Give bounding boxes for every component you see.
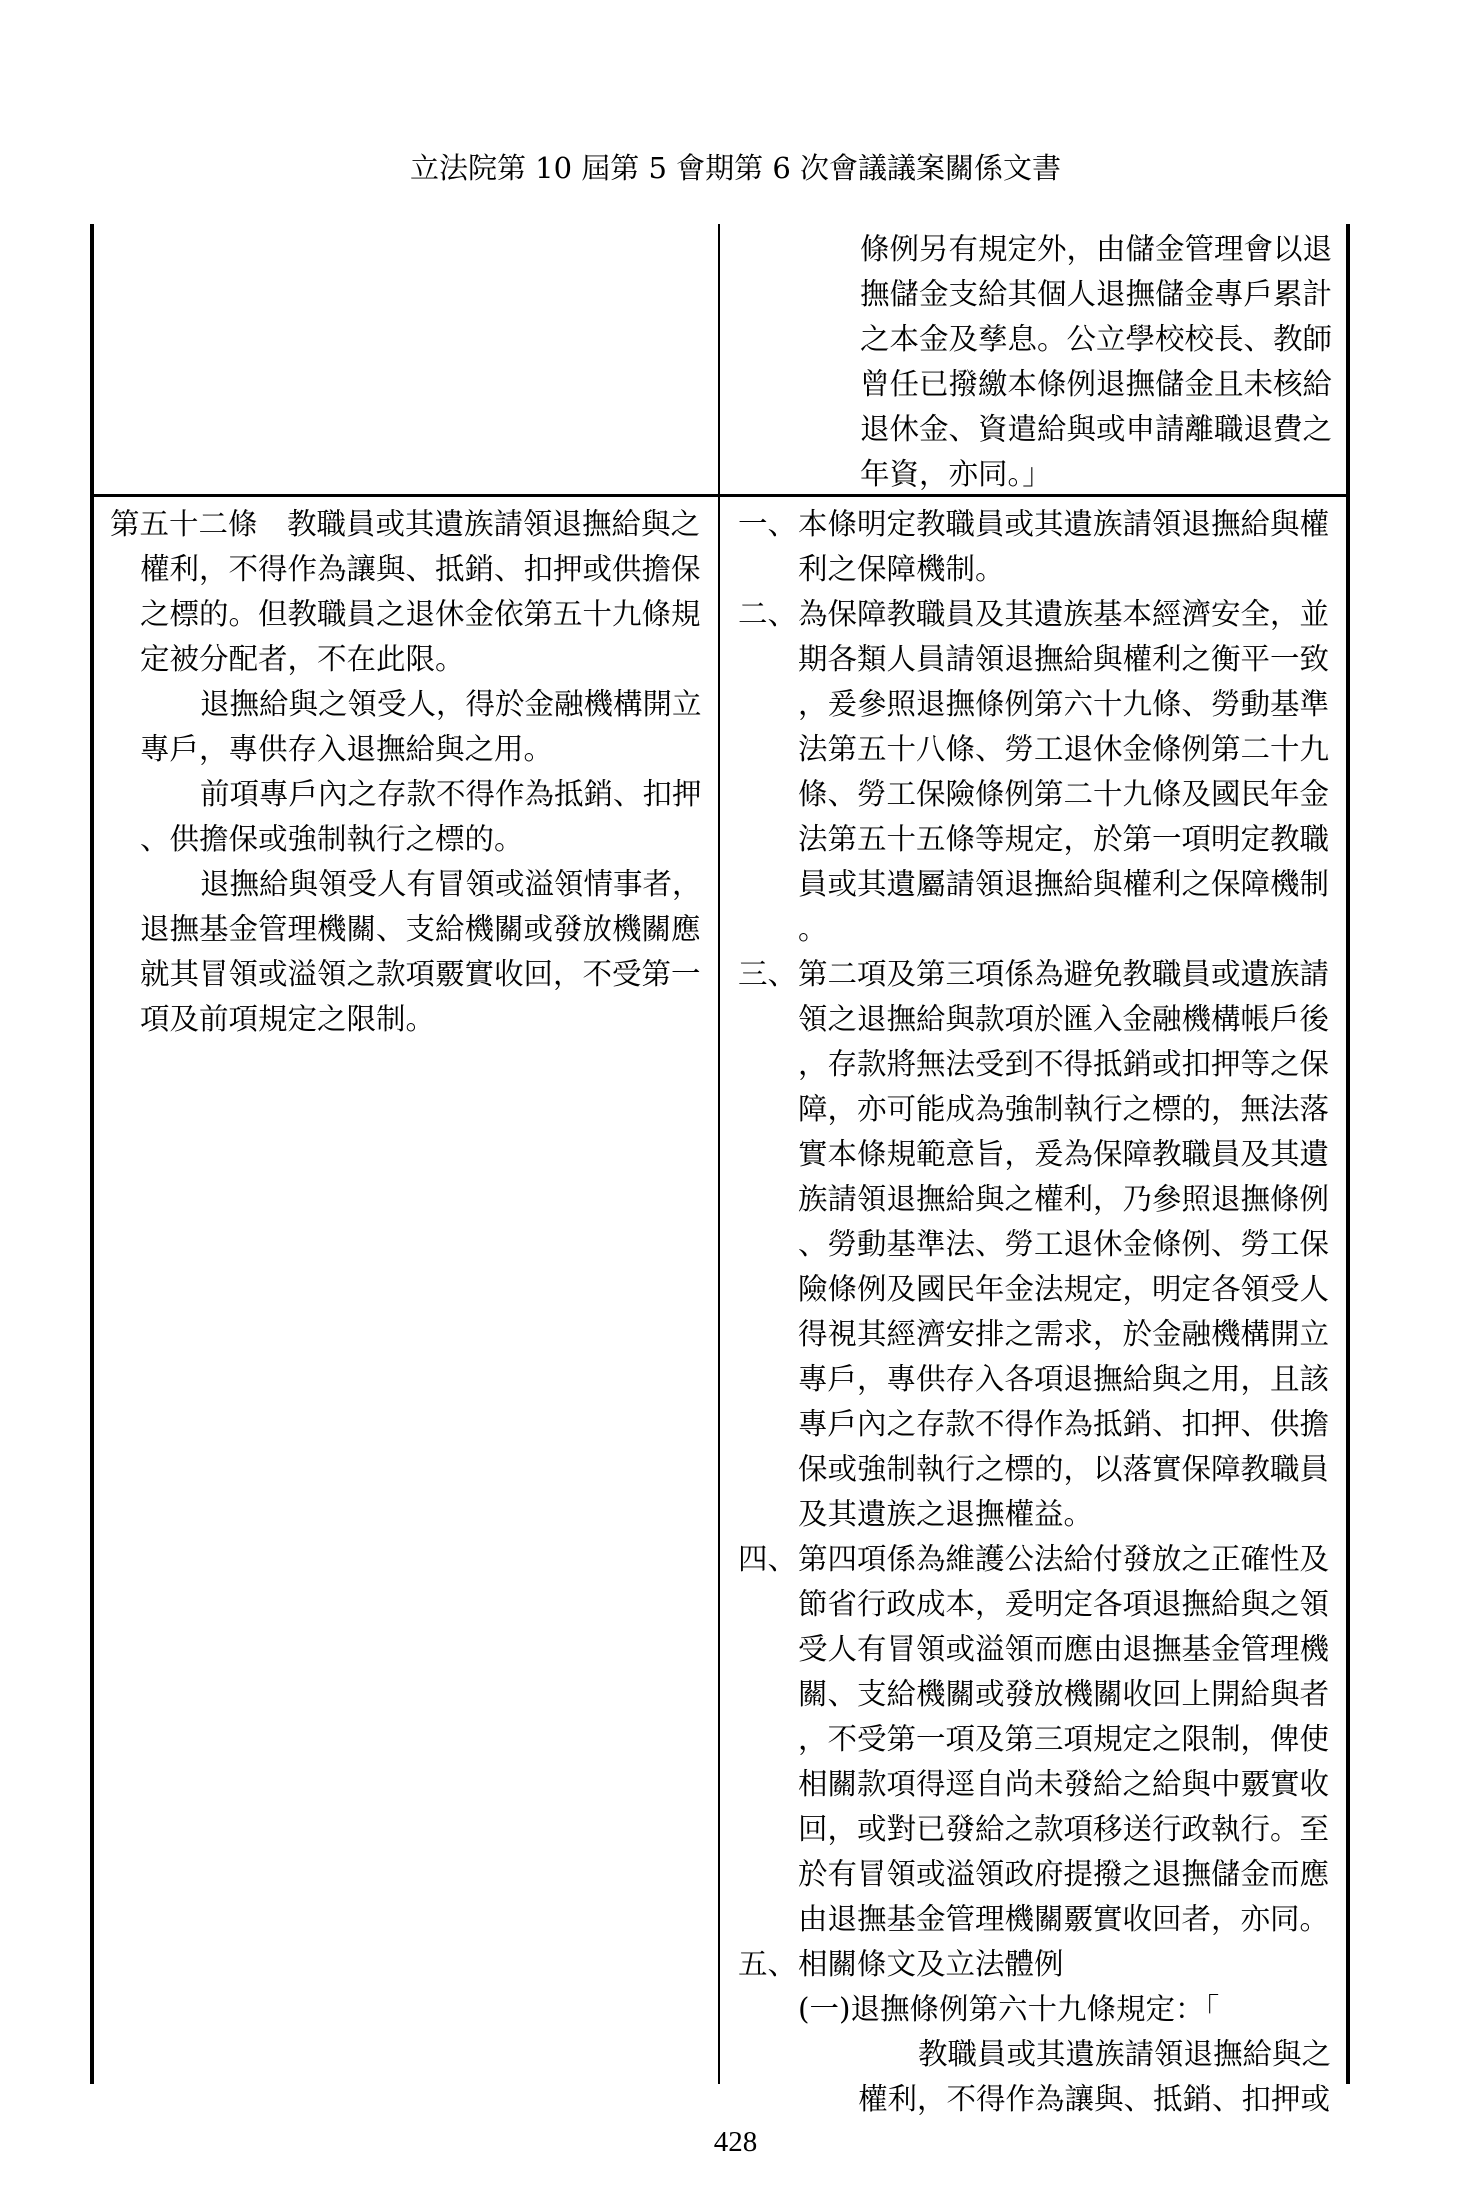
explanation-line: 第二項及第三項係為避免教職員或遺族請 <box>798 957 1330 991</box>
article-line: 前項專戶內之存款不得作為抵銷、扣押 <box>200 777 702 811</box>
explanation-line: 。 <box>798 912 828 946</box>
explanation-line: 、勞動基準法、勞工退休金條例、勞工保 <box>798 1227 1330 1261</box>
explanation-line: 條、勞工保險條例第二十九條及國民年金 <box>798 777 1330 811</box>
explanation-item <box>738 592 1338 952</box>
article-line: 就其冒領或溢領之款項覈實收回，不受第一 <box>140 957 701 991</box>
table-left-border <box>90 224 94 2084</box>
article-line: 定被分配者，不在此限。 <box>140 642 465 676</box>
explanation-line: 及其遺族之退撫權益。 <box>798 1497 1094 1531</box>
explanation-item <box>738 502 1338 592</box>
continuation-line: 條例另有規定外，由儲金管理會以退 <box>860 232 1333 266</box>
explanation-line: 保或強制執行之標的，以落實保障教職員 <box>798 1452 1330 1486</box>
explanation-line: 得視其經濟安排之需求，於金融機構開立 <box>798 1317 1330 1351</box>
explanation-line: 受人有冒領或溢領而應由退撫基金管理機 <box>798 1632 1330 1666</box>
explanation-line: 節省行政成本，爰明定各項退撫給與之領 <box>798 1587 1330 1621</box>
continuation-line: 之本金及孳息。公立學校校長、教師 <box>860 322 1333 356</box>
continuation-line: 年資，亦同。」 <box>860 457 1052 491</box>
explanation-line: 族請領退撫給與之權利，乃參照退撫條例 <box>798 1182 1330 1216</box>
explanation-line: 關、支給機關或發放機關收回上開給與者 <box>798 1677 1330 1711</box>
explanation-line: ，不受第一項及第三項規定之限制，俾使 <box>798 1722 1330 1756</box>
continuation-line: 撫儲金支給其個人退撫儲金專戶累計 <box>860 277 1333 311</box>
explanation-line: 實本條規範意旨，爰為保障教職員及其遺 <box>798 1137 1330 1171</box>
item-marker: 五、 <box>738 1947 798 1981</box>
explanation-line: 於有冒領或溢領政府提撥之退撫儲金而應 <box>798 1857 1330 1891</box>
explanation-line: 為保障教職員及其遺族基本經濟安全，並 <box>798 597 1330 631</box>
explanation-line: 回，或對已發給之款項移送行政執行。至 <box>798 1812 1330 1846</box>
article-cell <box>110 502 710 1042</box>
item-marker: 三、 <box>738 957 798 991</box>
article-line: 退撫給與領受人有冒領或溢領情事者， <box>200 867 702 901</box>
table-right-border <box>1346 224 1350 2084</box>
item-marker: 二、 <box>738 597 798 631</box>
explanation-line: 相關條文及立法體例 <box>798 1947 1064 1981</box>
article-line: 權利，不得作為讓與、抵銷、扣押或供擔保 <box>140 552 701 586</box>
article-line: 之標的。但教職員之退休金依第五十九條規 <box>140 597 701 631</box>
explanation-line: 領之退撫給與款項於匯入金融機構帳戶後 <box>798 1002 1330 1036</box>
explanation-line: 利之保障機制。 <box>798 552 1005 586</box>
explanation-line: 險條例及國民年金法規定，明定各領受人 <box>798 1272 1330 1306</box>
page-number: 428 <box>713 2126 758 2158</box>
explanation-item <box>738 1537 1338 1942</box>
explanation-line: 本條明定教職員或其遺族請領退撫給與權 <box>798 507 1330 541</box>
explanation-line: 障，亦可能成為強制執行之標的，無法落 <box>798 1092 1330 1126</box>
article-line: 專戶，專供存入退撫給與之用。 <box>140 732 554 766</box>
item-marker: 四、 <box>738 1542 798 1576</box>
article-line: 退撫給與之領受人，得於金融機構開立 <box>200 687 702 721</box>
explanation-line: 第四項係為維護公法給付發放之正確性及 <box>798 1542 1330 1576</box>
explanation-item <box>738 952 1338 1537</box>
explanation-line: 由退撫基金管理機關覈實收回者，亦同。 <box>798 1902 1330 1936</box>
explanation-line: 員或其遺屬請領退撫給與權利之保障機制 <box>798 867 1330 901</box>
page-header: 立法院第 10 屆第 5 會期第 6 次會議議案關係文書 <box>409 151 1062 185</box>
item-marker: 一、 <box>738 507 798 541</box>
quote-line: 教職員或其遺族請領退撫給與之 <box>918 2037 1332 2071</box>
article-line: 項及前項規定之限制。 <box>140 1002 436 1036</box>
explanation-line: 法第五十八條、勞工退休金條例第二十九 <box>798 732 1330 766</box>
table-column-divider <box>718 224 720 2084</box>
continuation-cell <box>860 227 1340 497</box>
sub-item-line: (一)退撫條例第六十九條規定：「 <box>798 1992 1220 2026</box>
article-heading-line: 第五十二條 教職員或其遺族請領退撫給與之 <box>110 507 701 541</box>
continuation-line: 退休金、資遣給與或申請離職退費之 <box>860 412 1333 446</box>
article-line: 退撫基金管理機關、支給機關或發放機關應 <box>140 912 701 946</box>
article-line: 、供擔保或強制執行之標的。 <box>140 822 524 856</box>
explanation-line: 期各類人員請領退撫給與權利之衡平一致 <box>798 642 1330 676</box>
explanation-line: ，爰參照退撫條例第六十九條、勞動基準 <box>798 687 1330 721</box>
explanation-line: ，存款將無法受到不得抵銷或扣押等之保 <box>798 1047 1330 1081</box>
explanation-line: 法第五十五條等規定，於第一項明定教職 <box>798 822 1330 856</box>
explanation-line: 相關款項得逕自尚未發給之給與中覈實收 <box>798 1767 1330 1801</box>
explanation-line: 專戶，專供存入各項退撫給與之用，且該 <box>798 1362 1330 1396</box>
explanation-line: 專戶內之存款不得作為抵銷、扣押、供擔 <box>798 1407 1330 1441</box>
explanation-item <box>738 1942 1338 1987</box>
continuation-line: 曾任已撥繳本條例退撫儲金且未核給 <box>860 367 1333 401</box>
explanation-cell <box>738 502 1338 2122</box>
quote-line: 權利，不得作為讓與、抵銷、扣押或 <box>858 2082 1331 2116</box>
